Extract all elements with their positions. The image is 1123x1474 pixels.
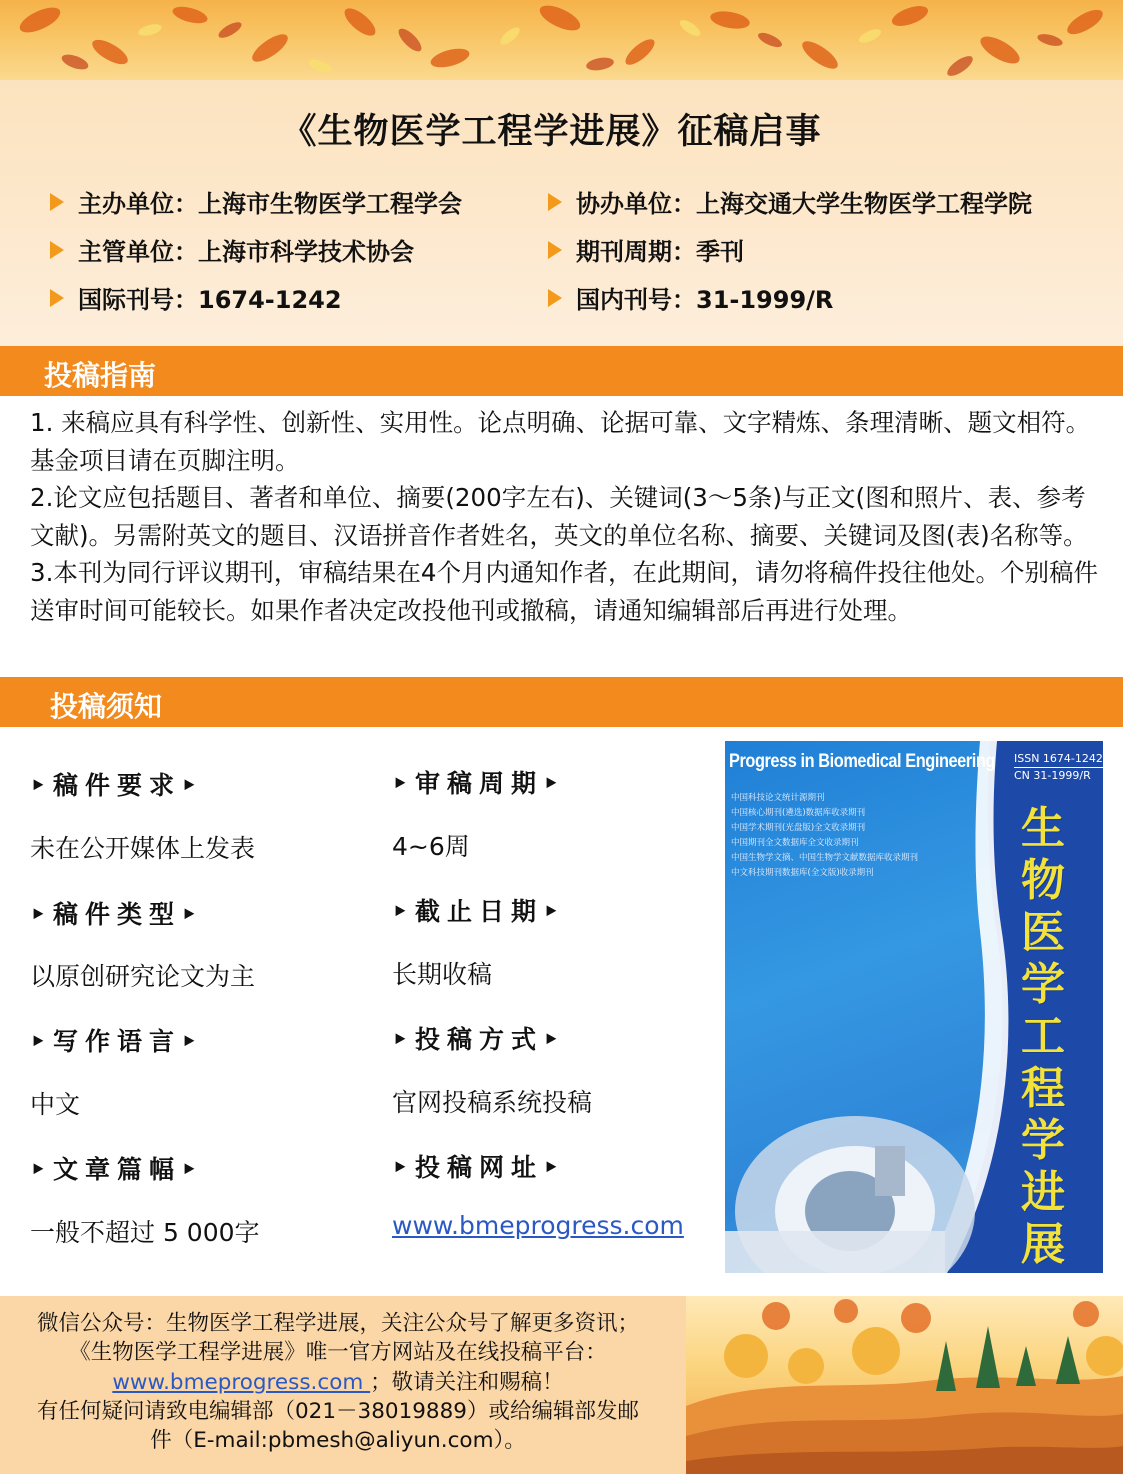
cover-note: 中国科技论文统计源期刊 xyxy=(731,793,825,803)
deadline-value: 长期收稿 xyxy=(392,960,493,989)
info-frequency xyxy=(548,232,744,267)
website-link[interactable]: www.bmeprogress.com xyxy=(392,1211,684,1240)
info-cn xyxy=(548,280,833,315)
cover-title-char: 工 xyxy=(1021,1011,1065,1062)
website-label: ‣投稿网址‣ xyxy=(392,1153,566,1182)
cover-title-cn xyxy=(1007,803,1079,1271)
language-value: 中文 xyxy=(30,1090,81,1119)
section-bar-notice xyxy=(0,677,1123,727)
language-label: ‣写作语言‣ xyxy=(30,1027,204,1056)
landscape-art xyxy=(686,1296,1123,1474)
footer-website-link[interactable]: www.bmeprogress.com xyxy=(112,1369,371,1395)
review-period-label: ‣审稿周期‣ xyxy=(392,769,566,798)
info-issn xyxy=(50,280,342,315)
triangle-bullet-icon xyxy=(548,193,562,211)
section-heading: 投稿指南 xyxy=(44,359,157,392)
triangle-bullet-icon xyxy=(50,241,64,259)
footer-contact: 有任何疑问请致电编辑部（021－38019889）或给编辑部发邮 xyxy=(37,1398,639,1424)
info-value: 31-1999/R xyxy=(696,286,834,314)
type-value: 以原创研究论文为主 xyxy=(30,962,256,991)
requirement-value: 未在公开媒体上发表 xyxy=(30,834,256,863)
requirement-label: ‣稿件要求‣ xyxy=(30,771,204,800)
cover-note: 中国核心期刊(遴选)数据库收录期刊 xyxy=(731,808,866,818)
info-label: 国内刊号： xyxy=(576,286,696,314)
cover-cn: CN 31-1999/R xyxy=(1014,769,1091,782)
triangle-bullet-icon xyxy=(548,289,562,307)
cover-notes xyxy=(731,791,918,881)
footer-email: 件（E-mail:pbmesh@aliyun.com）。 xyxy=(150,1428,526,1454)
journal-cover-image xyxy=(725,741,1103,1273)
info-supervisor xyxy=(50,232,414,267)
info-label: 协办单位： xyxy=(576,190,696,218)
cover-title-char: 学 xyxy=(1021,1115,1065,1166)
triangle-bullet-icon xyxy=(50,289,64,307)
footer-platform: 《生物医学工程学进展》唯一官方网站及在线投稿平台： xyxy=(69,1340,607,1366)
footer-link-line xyxy=(0,1368,676,1397)
info-label: 国际刊号： xyxy=(78,286,198,314)
length-label: ‣文章篇幅‣ xyxy=(30,1155,204,1184)
cover-title-char: 展 xyxy=(1021,1219,1065,1270)
info-label: 期刊周期： xyxy=(576,238,696,266)
cover-note: 中文科技期刊数据库(全文版)收录期刊 xyxy=(731,868,874,878)
leaves-decoration xyxy=(0,0,1123,80)
autumn-leaves-banner xyxy=(0,0,1123,80)
guide-text xyxy=(30,404,1100,629)
review-period-value: 4~6周 xyxy=(392,832,470,861)
cover-title-char: 学 xyxy=(1021,959,1065,1010)
cover-note: 中国学术期刊(光盘版)全文收录期刊 xyxy=(731,823,866,833)
info-label: 主管单位： xyxy=(78,238,198,266)
guide-paragraph: 2.论文应包括题目、著者和单位、摘要(200字左右)、关键词(3～5条)与正文(图和照片、表、参考文献)。另需附英文的题目、汉语拼音作者姓名，英文的单位名称、摘要、关键词及图(表)名称等。 xyxy=(30,483,1088,550)
cover-title-en: Progress in Biomedical Engineering xyxy=(729,751,995,772)
submission-method-label: ‣投稿方式‣ xyxy=(392,1025,566,1054)
info-value: 上海交通大学生物医学工程学院 xyxy=(696,190,1032,218)
section-bar-guide xyxy=(0,346,1123,396)
section-heading: 投稿须知 xyxy=(50,690,163,723)
info-label: 主办单位： xyxy=(78,190,198,218)
cover-title-char: 物 xyxy=(1021,855,1065,906)
type-label: ‣稿件类型‣ xyxy=(30,900,204,929)
triangle-bullet-icon xyxy=(50,193,64,211)
length-value: 一般不超过 5 000字 xyxy=(30,1218,260,1247)
info-value: 上海市生物医学工程学会 xyxy=(198,190,462,218)
footer-wechat: 微信公众号：生物医学工程学进展，关注公众号了解更多资讯； xyxy=(36,1311,639,1336)
guide-paragraph: 3.本刊为同行评议期刊，审稿结果在4个月内通知作者，在此期间，请勿将稿件投往他处。个别稿件送审时间可能较长。如果作者决定改投他刊或撤稿，请通知编辑部后再进行处理。 xyxy=(30,558,1098,625)
cover-note: 中国生物学文摘、中国生物学文献数据库收录期刊 xyxy=(731,853,919,863)
cover-title-char: 医 xyxy=(1021,907,1065,958)
cover-title-char: 生 xyxy=(1021,803,1065,854)
info-sponsor xyxy=(50,184,462,219)
autumn-landscape-image xyxy=(686,1296,1123,1474)
deadline-label: ‣截止日期‣ xyxy=(392,897,566,926)
submission-method-value: 官网投稿系统投稿 xyxy=(392,1088,593,1117)
cover-title-char: 进 xyxy=(1021,1167,1065,1218)
info-co-sponsor xyxy=(548,184,1032,219)
info-value: 上海市科学技术协会 xyxy=(198,238,414,266)
website-value xyxy=(392,1211,684,1240)
guide-paragraph: 1. 来稿应具有科学性、创新性、实用性。论点明确、论据可靠、文字精炼、条理清晰、题文相符。基金项目请在页脚注明。 xyxy=(30,408,1091,475)
info-value: 1674-1242 xyxy=(198,286,342,314)
page-title: 《生物医学工程学进展》征稿启事 xyxy=(281,112,822,152)
info-value: 季刊 xyxy=(696,238,744,266)
footer-link-suffix: ；敬请关注和赐稿！ xyxy=(370,1369,564,1395)
cover-issn-block xyxy=(1014,751,1103,784)
cover-issn: ISSN 1674-1242 xyxy=(1014,751,1103,768)
cover-title-char: 程 xyxy=(1021,1063,1065,1114)
triangle-bullet-icon xyxy=(548,241,562,259)
cover-note: 中国期刊全文数据库全文收录期刊 xyxy=(731,838,859,848)
footer-text xyxy=(0,1309,676,1455)
